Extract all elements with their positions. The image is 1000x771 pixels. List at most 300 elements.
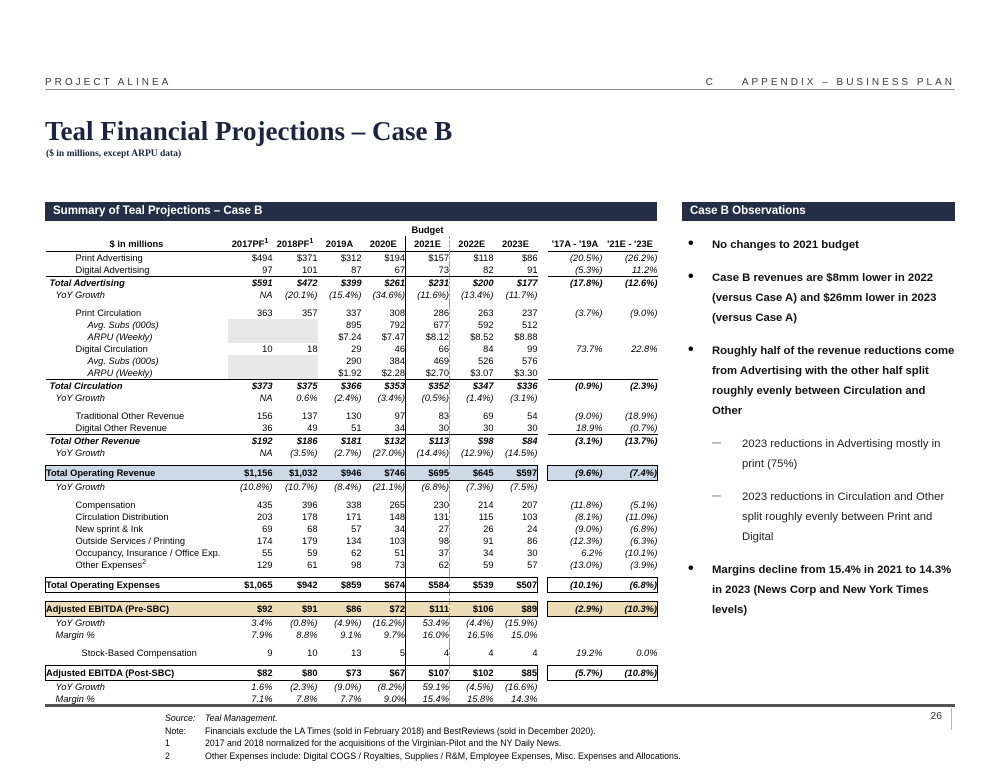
table-row [46,681,658,694]
cagr-cell: (13.7%) [603,435,658,448]
column-header [228,236,273,252]
table-cell [548,593,603,602]
value-cell: $371 [296,253,318,263]
cagr-cell: (7.4%) [603,466,658,481]
value-cell: 59 [307,548,318,558]
value-cell: (4.4%) [466,618,494,628]
value-cell: 59 [483,560,494,570]
column-header-label: '17A - '19A [548,239,603,252]
table-cell [228,593,273,602]
value-cell: (20.1%) [284,290,318,300]
value-cell: $102 [450,666,494,681]
value-cell: 30 [527,423,538,433]
value-cell: $1,065 [228,578,273,593]
cagr-cell: (10.1%) [548,578,603,593]
value-cell: 148 [389,512,405,522]
cagr-cell: (5.3%) [575,265,603,275]
value-cell: $3.30 [514,368,538,378]
value-cell: $7.24 [338,332,362,342]
table-row [46,481,658,494]
value-cell: 115 [478,512,494,522]
table-header-row [46,236,658,252]
value-cell: $106 [450,602,494,617]
value-cell: NA [259,290,273,300]
row-label: Print Advertising [75,253,143,263]
value-cell: 97 [262,265,273,275]
footnote-label: Source: [165,713,196,723]
value-cell: 24 [527,524,538,534]
value-cell: $177 [494,277,538,290]
value-cell: 26 [483,524,494,534]
table-cell [538,277,548,290]
cagr-cell: (8.1%) [575,512,603,522]
value-cell: $2.70 [406,367,450,380]
table-cell [538,355,548,367]
table-cell [538,380,548,393]
value-cell: 1.6% [251,682,273,692]
table-cell [538,447,548,459]
cagr-cell [548,319,603,331]
cagr-cell [603,289,658,301]
cagr-cell: (5.7%) [548,666,603,681]
value-cell: 5 [399,648,405,658]
cagr-cell: 0.0% [636,648,658,658]
column-header-label: 2022E [450,239,494,252]
cagr-cell: (6.8%) [603,578,658,593]
row-label: Avg. Subs (000s) [87,320,159,330]
cagr-cell: (12.3%) [569,536,603,546]
table-row [46,666,658,681]
value-cell: 0.6% [296,393,318,403]
table-cell [538,547,548,559]
value-cell: 396 [301,500,318,510]
table-cell [538,223,548,236]
row-label: Traditional Other Revenue [75,411,185,421]
value-cell [228,355,273,367]
cagr-cell [548,355,603,367]
cagr-cell: (6.3%) [630,536,658,546]
table-cell [494,593,538,602]
cagr-cell [548,392,603,404]
value-cell: 68 [307,524,318,534]
column-header-label: $2017PF^1$ [228,238,273,252]
value-cell: $86 [318,602,362,617]
value-cell: 3.4% [251,618,273,628]
table-cell [538,481,548,494]
cagr-cell: (3.9%) [630,560,658,570]
appendix-section-title: APPENDIX – BUSINESS PLAN [741,77,955,88]
footnote-text: Financials exclude the LA Times (sold in February 2018) and BestReviews (sold in December 2020). [205,725,596,736]
table-cell [318,223,362,236]
cagr-cell: (17.8%) [548,277,603,290]
table-cell [46,223,228,236]
table-cell [538,629,548,641]
value-cell: $507 [494,578,538,593]
table-cell [538,602,548,617]
slide-header [45,70,955,88]
table-cell [538,307,548,319]
observation-item [712,487,955,547]
table-row [46,331,658,343]
value-cell: NA [259,393,273,403]
value-cell: $92 [228,602,273,617]
value-cell: 137 [301,411,318,421]
value-cell: 677 [406,319,450,331]
row-label: Compensation [75,500,136,510]
value-cell: 363 [256,308,273,318]
value-cell: 308 [389,308,405,318]
table-cell [538,523,548,535]
table-cell [406,593,450,602]
value-cell: 62 [406,559,450,571]
value-cell: 4 [488,648,494,658]
row-label: YoY Growth [55,393,105,403]
table-cell [538,410,548,422]
value-cell: 27 [406,523,450,535]
value-cell: (8.2%) [377,682,405,692]
table-cell [538,392,548,404]
value-cell: 237 [521,308,538,318]
footnote-marker: 1 [264,237,269,245]
cagr-cell [603,629,658,641]
observation-text: No changes to 2021 budget [712,239,859,251]
cagr-cell [548,331,603,343]
cagr-cell [548,681,603,694]
table-row [46,277,658,290]
value-cell: 592 [477,320,494,330]
row-label: YoY Growth [55,618,105,628]
table-row [46,559,658,571]
column-header-label: 2023E [494,239,538,252]
observation-text: Margins decline from 15.4% in 2021 to 14.3% in 2023 (News Corp and New York Times levels) [712,564,952,616]
value-cell: 54 [527,411,538,421]
value-cell: 73 [394,560,405,570]
table-cell [538,319,548,331]
value-cell: 7.8% [296,694,318,704]
table-cell [538,511,548,523]
column-header-label: '21E - '23E [603,239,658,252]
value-cell [228,331,273,343]
table-budget-row [46,223,658,236]
table-row [46,392,658,404]
header-divider [45,89,955,90]
value-cell: 34 [394,524,405,534]
value-cell: 103 [521,512,538,522]
value-cell: $859 [318,578,362,593]
row-label: Other Expenses$^2$ [75,559,147,571]
value-cell: 129 [256,560,273,570]
table-cell [538,252,548,264]
value-cell: 30 [527,548,538,558]
footnote-marker: 1 [309,237,314,245]
row-label: Total Operating Revenue [46,466,228,481]
value-cell: $73 [318,666,362,681]
table-cell [538,578,548,593]
bullet-icon: • [688,235,694,252]
value-cell [228,319,273,331]
cagr-cell [548,481,603,494]
value-cell: (15.4%) [328,290,362,300]
cagr-cell [548,289,603,301]
value-cell: (8.4%) [334,482,362,492]
observation-item [688,235,955,255]
value-cell: 37 [406,547,450,559]
row-label: Occupancy, Insurance / Office Exp. [75,548,221,558]
table-row [46,367,658,380]
footnote-row [165,725,681,738]
column-header-label: 2021E [406,239,449,252]
value-cell: 36 [262,423,273,433]
value-cell: (27.0%) [372,448,405,458]
cagr-cell: (12.6%) [603,277,658,290]
footnote-text: Teal Management. [205,713,278,723]
value-cell: 792 [389,320,405,330]
value-cell: 18 [307,344,318,354]
table-row [46,289,658,301]
value-cell: 15.8% [467,694,494,704]
table-row [46,535,658,547]
observations-panel [682,202,955,633]
table-row [46,617,658,630]
table-row [46,422,658,435]
value-cell: 13 [351,648,362,658]
cagr-cell [603,392,658,404]
cagr-cell: (5.1%) [630,500,658,510]
value-cell: (34.6%) [372,290,405,300]
value-cell: $98 [450,435,494,448]
table-row [46,447,658,459]
value-cell: $352 [406,380,450,393]
appendix-section-letter: C [705,77,716,88]
table-cell [46,593,228,602]
value-cell: 30 [406,422,450,435]
table-cell [538,289,548,301]
table-cell [538,331,548,343]
value-cell: 131 [406,511,450,523]
value-cell: $746 [362,466,406,481]
bullet-icon: • [688,560,694,577]
footer-divider [45,704,955,707]
value-cell: 263 [477,308,494,318]
row-label: Print Circulation [75,308,142,318]
row-label: Digital Advertising [75,265,150,275]
table-cell [538,559,548,571]
value-cell: 512 [521,320,538,330]
value-cell: $67 [362,666,406,681]
table-cell [538,666,548,681]
table-row [46,629,658,641]
value-cell: 207 [521,500,538,510]
table-cell [538,593,548,602]
footnote-text: 2017 and 2018 normalized for the acquisitions of the Virginian-Pilot and the NY Daily News. [205,738,562,748]
table-cell [273,223,318,236]
value-cell: $200 [450,277,494,290]
value-cell: 82 [483,265,494,275]
observation-text: 2023 reductions in Advertising mostly in print (75%) [742,438,941,470]
value-cell: $946 [318,466,362,481]
table-row [46,435,658,448]
observation-item [688,268,955,328]
value-cell: (0.5%) [406,392,450,404]
value-cell: 83 [406,410,450,422]
table-cell [450,593,494,602]
value-cell: $8.52 [470,332,494,342]
value-cell: $375 [273,380,318,393]
value-cell: 57 [527,560,538,570]
value-cell: (21.1%) [372,482,405,492]
table-row [46,319,658,331]
cagr-cell: 73.7% [576,344,603,354]
value-cell: $494 [251,253,273,263]
cagr-cell: (26.2%) [624,253,658,263]
value-cell: $91 [273,602,318,617]
value-cell: 49 [307,423,318,433]
value-cell: 357 [301,308,318,318]
table-cell [538,535,548,547]
value-cell: 895 [345,320,362,330]
footnote-label: 1 [165,738,170,748]
observation-item [712,434,955,474]
value-cell: (2.3%) [290,682,318,692]
page-title: Teal Financial Projections – Case B [45,116,453,146]
value-cell: 338 [345,500,362,510]
value-cell: 9.7% [383,630,405,640]
cagr-cell: 6.2% [581,548,603,558]
row-label: Total Circulation [46,380,228,393]
cagr-cell: (11.0%) [625,512,658,522]
value-cell: $89 [494,602,538,617]
value-cell: 62 [351,548,362,558]
value-cell: 84 [483,344,494,354]
value-cell: 286 [406,307,450,319]
value-cell: 9.0% [383,694,405,704]
value-cell: 10 [307,648,318,658]
value-cell: 337 [345,308,362,318]
table-cell [362,593,406,602]
table-row [46,647,658,659]
value-cell: $72 [362,602,406,617]
value-cell: $8.88 [514,332,538,342]
row-label: YoY Growth [55,290,105,300]
value-cell: $7.47 [381,332,405,342]
value-cell: 29 [351,344,362,354]
value-cell: NA [259,448,273,458]
cagr-cell: (3.1%) [548,435,603,448]
value-cell: 46 [394,344,405,354]
value-cell: (12.9%) [460,448,494,458]
value-cell: 8.8% [296,630,318,640]
value-cell: 178 [301,512,318,522]
value-cell: 30 [483,423,494,433]
column-header [603,236,658,252]
value-cell: (0.8%) [290,618,318,628]
table-cell [538,617,548,630]
observations-title-bar: Case B Observations [682,202,955,221]
cagr-cell [603,319,658,331]
value-cell: 101 [301,265,318,275]
table-cell [538,647,548,659]
value-cell: 4 [532,648,538,658]
value-cell: $353 [362,380,406,393]
cagr-cell [603,331,658,343]
value-cell [273,367,318,380]
value-cell: $118 [473,253,494,263]
value-cell: 435 [256,500,273,510]
table-cell [318,593,362,602]
page-subtitle: ($ in millions, except ARPU data) [46,149,182,159]
cagr-cell [603,617,658,630]
table-row [46,523,658,535]
dash-icon: – [712,487,721,504]
value-cell: 87 [351,265,362,275]
value-cell: 34 [483,548,494,558]
observation-text: Roughly half of the revenue reductions come from Advertising with the other half split roughly evenly between Circulation and Other [712,345,955,417]
value-cell: (3.4%) [377,393,405,403]
value-cell: 14.3% [511,694,538,704]
value-cell: 576 [521,356,538,366]
footnote-row [165,737,681,750]
value-cell: 69 [483,411,494,421]
cagr-cell: 18.9% [576,423,603,433]
row-label: YoY Growth [55,448,105,458]
row-label: Total Other Revenue [46,435,228,448]
value-cell: 230 [406,499,450,511]
cagr-cell [548,617,603,630]
page-number-divider [951,708,952,730]
value-cell: 59.1% [406,681,450,694]
value-cell: (3.5%) [290,448,318,458]
cagr-cell: 19.2% [576,648,603,658]
value-cell: 16.5% [467,630,494,640]
column-header [273,236,318,252]
value-cell: 130 [345,411,362,421]
table-row [46,499,658,511]
row-label: Total Advertising [46,277,228,290]
table-row [46,343,658,355]
column-header [548,236,603,252]
value-cell: 265 [389,500,405,510]
budget-label: Budget [411,224,444,235]
value-cell: (16.6%) [504,682,538,692]
value-cell: 53.4% [406,617,450,630]
observation-item [688,560,955,620]
cagr-cell [548,629,603,641]
row-label: ARPU (Weekly) [87,332,153,342]
value-cell: 66 [406,343,450,355]
value-cell: (3.1%) [510,393,538,403]
cagr-cell: (10.3%) [603,602,658,617]
value-cell: (4.5%) [466,682,494,692]
cagr-cell: (9.0%) [630,308,658,318]
row-label: Outside Services / Printing [75,536,186,546]
cagr-cell [548,447,603,459]
table-cell [538,435,548,448]
value-cell: 73 [406,264,450,277]
value-cell: $86 [521,253,538,263]
observation-item [688,341,955,421]
table-row [46,602,658,617]
table-cell [362,223,406,236]
value-cell: 103 [389,536,405,546]
table-cell [273,593,318,602]
value-cell: $1.92 [338,368,362,378]
column-header [318,236,362,252]
value-cell: $695 [406,466,450,481]
table-cell [538,236,548,252]
value-cell: $347 [450,380,494,393]
value-cell: $645 [450,466,494,481]
row-label: Total Operating Expenses [46,578,228,593]
